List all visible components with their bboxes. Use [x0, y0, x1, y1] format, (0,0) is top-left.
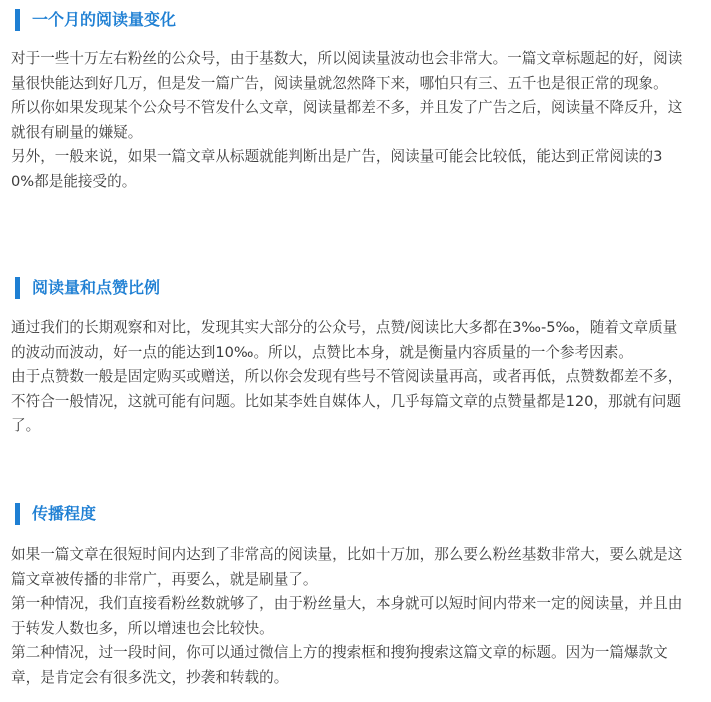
section-heading: 传播程度 [15, 503, 711, 525]
paragraph: 由于点赞数一般是固定购买或赠送，所以你会发现有些号不管阅读量再高，或者再低，点赞数都差不多，不符合一般情况，这就可能有问题。比如某李姓自媒体人，几乎每篇文章的点赞量都是120，那就有问题了。 [11, 368, 683, 434]
section-body [0, 316, 711, 439]
paragraph: 如果一篇文章在很短时间内达到了非常高的阅读量，比如十万加，那么要么粉丝基数非常大，要么就是这篇文章被传播的非常广，再要么，就是刷量了。 [11, 546, 683, 588]
paragraph: 第一种情况，我们直接看粉丝数就够了，由于粉丝量大，本身就可以短时间内带来一定的阅读量，并且由于转发人数也多，所以增速也会比较快。 [11, 595, 683, 637]
section-heading: 一个月的阅读量变化 [15, 9, 711, 31]
section-spread-degree [0, 503, 711, 690]
section-body [0, 47, 711, 194]
paragraph: 对于一些十万左右粉丝的公众号，由于基数大，所以阅读量波动也会非常大。一篇文章标题起的好，阅读量很快能达到好几万，但是发一篇广告，阅读量就忽然降下来，哪怕只有三、五千也是很正常的现象。 [11, 50, 683, 92]
paragraph: 所以你如果发现某个公众号不管发什么文章，阅读量都差不多，并且发了广告之后，阅读量不降反升，这就很有刷量的嫌疑。 [11, 99, 683, 141]
section-reading-change [0, 9, 711, 194]
section-heading: 阅读量和点赞比例 [15, 277, 711, 299]
paragraph: 另外，一般来说，如果一篇文章从标题就能判断出是广告，阅读量可能会比较低，能达到正常阅读的30%都是能接受的。 [11, 148, 663, 190]
paragraph: 通过我们的长期观察和对比，发现其实大部分的公众号，点赞/阅读比大多都在3‰-5‰，随着文章质量的波动而波动，好一点的能达到10‰。所以，点赞比本身，就是衡量内容质量的一个参考因素。 [11, 319, 678, 361]
section-like-ratio [0, 277, 711, 439]
paragraph: 第二种情况，过一段时间，你可以通过微信上方的搜索框和搜狗搜索这篇文章的标题。因为一篇爆款文章，是肯定会有很多洗文，抄袭和转载的。 [11, 644, 668, 686]
section-body [0, 543, 711, 690]
